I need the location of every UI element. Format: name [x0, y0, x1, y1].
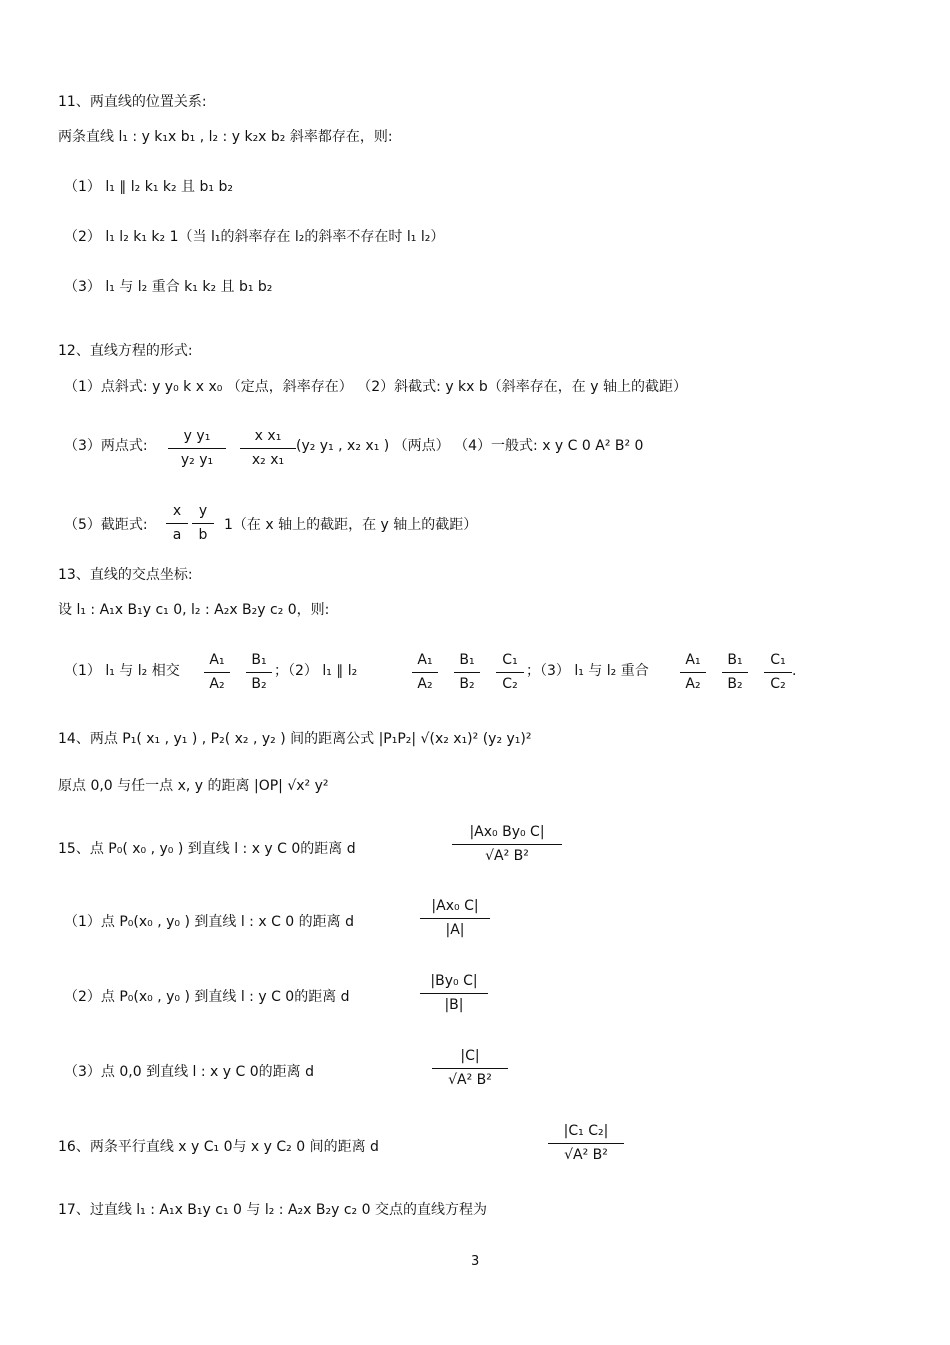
fraction-denominator-point-line: √A² B² — [485, 848, 529, 864]
fraction-denominator-coincide-c: C₂ — [770, 676, 786, 692]
fraction-bar-two-point-x — [240, 448, 296, 449]
fraction-numerator-origin-line: |C| — [460, 1048, 480, 1064]
fraction-denominator-two-point-y: y₂ y₁ — [180, 452, 214, 468]
fraction-bar-intersect-a — [204, 672, 230, 673]
fraction-numerator-intercept-x: x — [172, 503, 182, 519]
fraction-bar-coincide-c — [764, 672, 792, 673]
fraction-bar-parallel-c — [496, 672, 524, 673]
fraction-bar-point-line — [452, 844, 562, 845]
line-s13-heading: 13、直线的交点坐标: — [58, 567, 193, 583]
fraction-numerator-intersect-b: B₁ — [251, 652, 267, 668]
fraction-numerator-two-point-y: y y₁ — [183, 428, 211, 444]
line-s12-item5-label: （5）截距式: — [64, 517, 148, 533]
fraction-numerator-two-point-x: x x₁ — [254, 428, 282, 444]
fraction-denominator-intersect-a: A₂ — [209, 676, 225, 692]
line-s11-item1: （1） l₁ ∥ l₂ k₁ k₂ 且 b₁ b₂ — [64, 179, 233, 195]
line-s12-heading: 12、直线方程的形式: — [58, 343, 193, 359]
fraction-bar-parallel-b — [454, 672, 480, 673]
line-s14-distance: 14、两点 P₁( x₁ , y₁ ) , P₂( x₂ , y₂ ) 间的距离公式 |P₁P₂| √(x₂ x₁)² (y₂ y₁)² — [58, 731, 532, 747]
fraction-numerator-coincide-c: C₁ — [770, 652, 786, 668]
fraction-denominator-horizontal-line: |B| — [444, 997, 464, 1013]
fraction-numerator-parallel-a: A₁ — [417, 652, 433, 668]
fraction-denominator-parallel-a: A₂ — [417, 676, 433, 692]
line-s12-item1: （1）点斜式: y y₀ k x x₀ （定点，斜率存在） （2）斜截式: y kx b（斜率存在，在 y 轴上的截距） — [64, 379, 687, 395]
line-s11-item2: （2） l₁ l₂ k₁ k₂ 1（当 l₁的斜率存在 l₂的斜率不存在时 l₁ l₂） — [64, 229, 445, 245]
line-s15-item2-label: （2）点 P₀(x₀ , y₀ ) 到直线 l : y C 0的距离 d — [64, 989, 350, 1005]
line-s15-item1-label: （1）点 P₀(x₀ , y₀ ) 到直线 l : x C 0 的距离 d — [64, 914, 354, 930]
fraction-denominator-intercept-y: b — [198, 527, 208, 543]
fraction-bar-intercept-y — [192, 523, 214, 524]
fraction-numerator-parallel-distance: |C₁ C₂| — [563, 1123, 609, 1139]
line-s17-label: 17、过直线 l₁ : A₁x B₁y c₁ 0 与 l₂ : A₂x B₂y c₂ 0 交点的直线方程为 — [58, 1202, 487, 1218]
fraction-bar-parallel-a — [412, 672, 438, 673]
fraction-bar-origin-line — [432, 1068, 508, 1069]
page-number: 3 — [471, 1254, 480, 1269]
fraction-denominator-intersect-b: B₂ — [251, 676, 267, 692]
line-s11-heading: 11、两直线的位置关系: — [58, 94, 207, 110]
fraction-numerator-horizontal-line: |By₀ C| — [430, 973, 478, 989]
fraction-bar-parallel-distance — [548, 1143, 624, 1144]
fraction-numerator-coincide-b: B₁ — [727, 652, 743, 668]
line-s15-item3-label: （3）点 0,0 到直线 l : x y C 0的距离 d — [64, 1064, 314, 1080]
line-s13-item1-label: （1） l₁ 与 l₂ 相交 — [64, 663, 180, 679]
line-s13-intro: 设 l₁ : A₁x B₁y c₁ 0, l₂ : A₂x B₂y c₂ 0，则: — [58, 602, 330, 618]
fraction-numerator-intersect-a: A₁ — [209, 652, 225, 668]
fraction-denominator-two-point-x: x₂ x₁ — [251, 452, 285, 468]
fraction-denominator-parallel-c: C₂ — [502, 676, 518, 692]
fraction-denominator-coincide-a: A₂ — [685, 676, 701, 692]
fraction-denominator-vertical-line: |A| — [445, 922, 465, 938]
fraction-denominator-coincide-b: B₂ — [727, 676, 743, 692]
line-s12-item5-tail: 1（在 x 轴上的截距，在 y 轴上的截距） — [224, 517, 478, 533]
fraction-bar-vertical-line — [420, 918, 490, 919]
line-s13-item2-label: ；（2） l₁ ∥ l₂ — [274, 663, 358, 679]
fraction-bar-two-point-y — [168, 448, 226, 449]
line-s11-item3: （3） l₁ 与 l₂ 重合 k₁ k₂ 且 b₁ b₂ — [64, 279, 273, 295]
line-s15-label: 15、点 P₀( x₀ , y₀ ) 到直线 l : x y C 0的距离 d — [58, 841, 356, 857]
fraction-numerator-coincide-a: A₁ — [685, 652, 701, 668]
fraction-numerator-intercept-y: y — [198, 503, 208, 519]
line-s12-item3-label: （3）两点式: — [64, 438, 148, 454]
fraction-numerator-parallel-c: C₁ — [502, 652, 518, 668]
line-s13-item3-end: . — [792, 663, 797, 679]
line-s12-item3-tail: (y₂ y₁ , x₂ x₁ ) （两点） （4）一般式: x y C 0 A² B² 0 — [296, 438, 644, 454]
fraction-bar-intercept-x — [166, 523, 188, 524]
fraction-denominator-parallel-distance: √A² B² — [564, 1147, 608, 1163]
fraction-numerator-point-line: |Ax₀ By₀ C| — [469, 824, 545, 840]
fraction-bar-horizontal-line — [420, 993, 488, 994]
fraction-bar-coincide-b — [722, 672, 748, 673]
fraction-denominator-parallel-b: B₂ — [459, 676, 475, 692]
fraction-numerator-parallel-b: B₁ — [459, 652, 475, 668]
fraction-denominator-origin-line: √A² B² — [448, 1072, 492, 1088]
line-s13-item3-label: ；（3） l₁ 与 l₂ 重合 — [526, 663, 649, 679]
fraction-bar-intersect-b — [246, 672, 272, 673]
line-s14-origin: 原点 0,0 与任一点 x, y 的距离 |OP| √x² y² — [58, 778, 329, 794]
fraction-bar-coincide-a — [680, 672, 706, 673]
fraction-denominator-intercept-x: a — [172, 527, 182, 543]
line-s11-intro: 两条直线 l₁ : y k₁x b₁ , l₂ : y k₂x b₂ 斜率都存在，则: — [58, 129, 393, 145]
fraction-numerator-vertical-line: |Ax₀ C| — [431, 898, 479, 914]
line-s16-label: 16、两条平行直线 x y C₁ 0与 x y C₂ 0 间的距离 d — [58, 1139, 379, 1155]
